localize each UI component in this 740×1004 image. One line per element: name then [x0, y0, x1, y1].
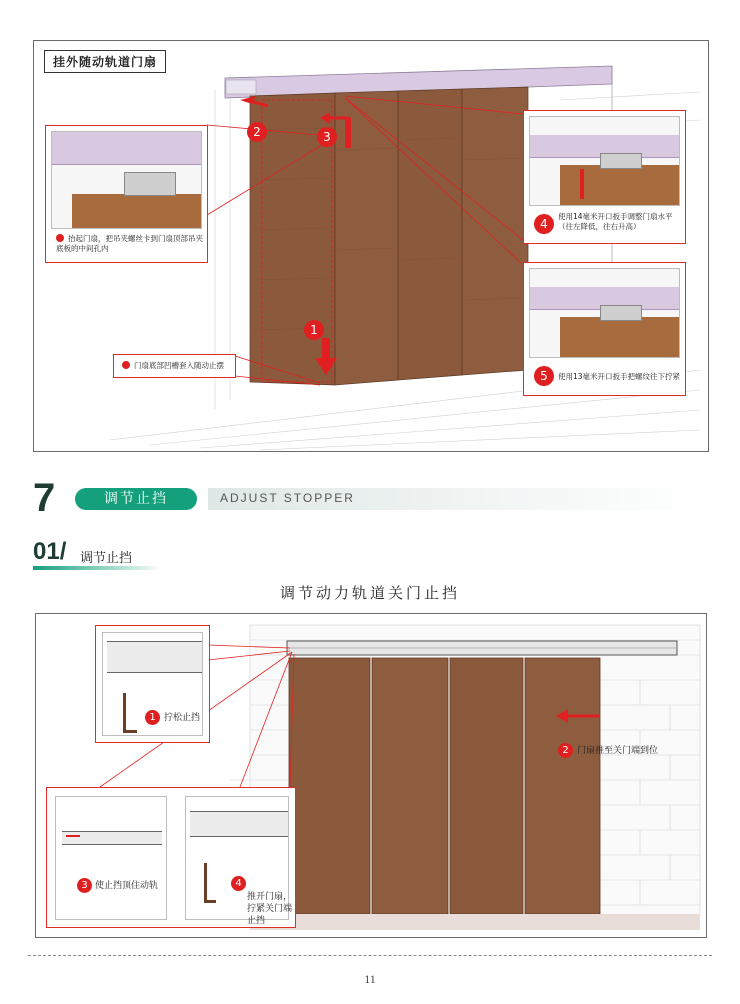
marker-2: 2 — [247, 122, 267, 142]
footer-divider — [28, 955, 712, 956]
section-number: 7 — [33, 476, 56, 520]
step-2-marker: 2 — [558, 743, 573, 758]
callout-adjust-level-text: 使用14毫米开口扳手调整门扇水平（往左降低，往右升高） — [558, 212, 673, 231]
callout-floor-guide-text: 门扇底部凹槽套入随动止摆 — [122, 361, 234, 371]
callout-set-stopper — [46, 787, 296, 928]
section-title-cn: 调节止挡 — [104, 491, 168, 507]
marker-3: 3 — [317, 127, 337, 147]
step-1-marker: 1 — [145, 710, 160, 725]
subsection-title: 调节止挡 — [80, 551, 133, 566]
step-2-text: 门扇推至关门端到位 — [577, 746, 659, 756]
top-figure-title: 挂外随动轨道门扇 — [44, 50, 166, 73]
callout-hanger-clip-text: 抬起门扇，把吊夹螺丝卡到门扇顶部吊夹底板的中间孔内 — [56, 234, 203, 253]
step-1-text: 拧松止挡 — [164, 713, 201, 723]
step-4-text: 推开门扇，拧紧关门端止挡 — [247, 892, 293, 926]
callout-loosen-stopper — [95, 625, 210, 743]
callout-tighten-screw-text: 使用13毫米开口扳手把螺纹往下拧紧 — [558, 372, 681, 381]
bottom-figure-title: 调节动力轨道关门止挡 — [279, 584, 460, 602]
step-3-marker: 3 — [77, 878, 92, 893]
callout-step3-image — [55, 796, 167, 920]
section-title-en: ADJUST STOPPER — [220, 491, 355, 505]
marker-1: 1 — [304, 320, 324, 340]
marker-5: 5 — [534, 366, 554, 386]
subsection-number: 01/ — [33, 538, 67, 565]
step-3-text: 使止挡顶住动轨 — [95, 881, 159, 891]
page-number: 11 — [364, 972, 376, 986]
step-4-marker: 4 — [231, 876, 246, 891]
marker-4: 4 — [534, 214, 554, 234]
